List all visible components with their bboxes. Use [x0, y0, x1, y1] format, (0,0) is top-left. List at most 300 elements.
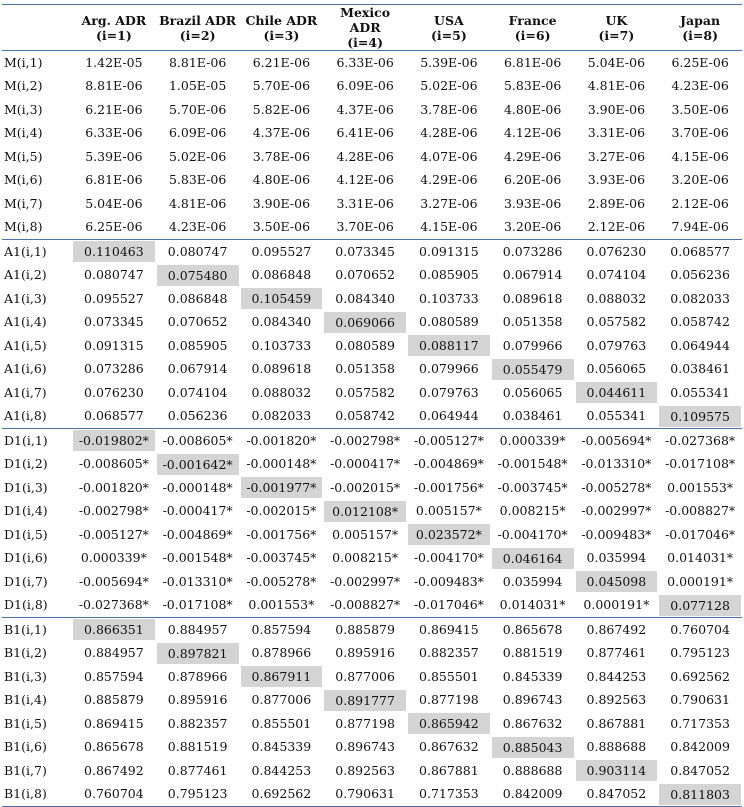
column-index: (i=4): [347, 35, 383, 50]
row-label: M(i,8): [4, 219, 43, 235]
column-name: Arg. ADR: [81, 12, 147, 28]
cell-value: 3.50E-06: [671, 101, 729, 117]
cell-value: 3.93E-06: [503, 195, 562, 211]
cell-value: 0.717353: [407, 783, 491, 807]
cell-value: 0.074104: [586, 267, 647, 283]
column-index: (i=8): [682, 27, 718, 43]
cell-value: 3.31E-06: [587, 125, 646, 141]
cell-value: 0.082033: [251, 408, 312, 424]
cell-value: 0.855501: [251, 715, 312, 731]
table-row: [2, 689, 742, 713]
cell-value: 0.046164: [492, 548, 574, 569]
cell-value: 0.044611: [576, 382, 658, 403]
column-name: Brazil ADR: [159, 12, 237, 28]
cell-value: 4.28E-06: [336, 148, 394, 164]
cell-value: 0.877198: [419, 692, 479, 708]
row-label: M(i,4): [4, 125, 43, 141]
cell-value: -0.002997*: [330, 573, 401, 589]
table-row: [2, 665, 742, 689]
cell-value: 1.42E-05: [85, 54, 143, 70]
cell-value: 6.25E-06: [671, 54, 729, 70]
cell-value: 4.81E-06: [587, 78, 646, 94]
cell-value: -0.004869*: [413, 456, 484, 472]
cell-value: -0.001820*: [240, 429, 324, 453]
row-label: B1(i,1): [2, 618, 72, 642]
cell-value: 0.080747: [84, 267, 144, 283]
diagonal-cell: [575, 570, 659, 594]
cell-value: 0.867492: [575, 618, 659, 642]
cell-value: 0.105459: [241, 288, 323, 309]
cell-value: 0.095527: [240, 240, 324, 264]
table-row: [2, 192, 742, 216]
cell-value: 4.12E-06: [336, 172, 394, 188]
cell-value: 0.842009: [670, 739, 730, 755]
column-index: (i=1): [96, 27, 132, 43]
table-row: [2, 429, 742, 453]
table-row: [2, 287, 742, 311]
cell-value: 0.884957: [156, 618, 240, 642]
diagonal-cell: [72, 618, 156, 642]
diagonal-cell: [72, 429, 156, 453]
cell-value: 2.89E-06: [587, 195, 646, 211]
cell-value: 0.884957: [84, 645, 144, 661]
cell-value: 0.885043: [492, 737, 574, 758]
cell-value: 0.058742: [670, 314, 730, 330]
cell-value: -0.001548*: [497, 456, 568, 472]
table-row: [2, 381, 742, 405]
cell-value: 0.008215*: [332, 550, 399, 566]
cell-value: -0.005127*: [78, 526, 149, 542]
cell-value: -0.002997*: [581, 503, 652, 519]
cell-value: 5.02E-06: [420, 78, 478, 94]
cell-value: 3.27E-06: [420, 195, 478, 211]
cell-value: 0.903114: [576, 760, 658, 781]
cell-value: 0.076230: [575, 240, 659, 264]
cell-value: -0.000417*: [162, 503, 233, 519]
cell-value: 0.080589: [419, 314, 479, 330]
cell-value: 0.035994: [586, 550, 647, 566]
cell-value: 0.067914: [502, 267, 563, 283]
cell-value: -0.027368*: [78, 597, 149, 613]
cell-value: -0.001756*: [246, 526, 317, 542]
cell-value: 0.023572*: [408, 524, 490, 545]
parameter-estimates-table: [2, 4, 742, 807]
cell-value: 0.089618: [251, 361, 312, 377]
cell-value: 0.051358: [335, 361, 395, 377]
cell-value: 4.81E-06: [168, 195, 227, 211]
cell-value: 0.885879: [323, 618, 407, 642]
row-label: D1(i,7): [4, 573, 48, 589]
cell-value: 0.865942: [408, 713, 490, 734]
cell-value: 0.091315: [84, 337, 144, 353]
diagonal-cell: [323, 311, 407, 335]
cell-value: 0.056236: [167, 408, 228, 424]
cell-value: 6.41E-06: [336, 125, 394, 141]
diagonal-cell: [491, 358, 575, 382]
cell-value: 3.50E-06: [252, 219, 311, 235]
column-header: [491, 5, 575, 51]
table-row: [2, 169, 742, 193]
cell-value: 0.057582: [335, 384, 395, 400]
cell-value: -0.008827*: [665, 503, 736, 519]
cell-value: 0.842009: [491, 783, 575, 807]
column-name: USA: [434, 12, 464, 28]
cell-value: 0.892563: [586, 692, 647, 708]
cell-value: -0.001642*: [157, 454, 239, 475]
cell-value: 0.888688: [586, 739, 647, 755]
cell-value: 3.78E-06: [420, 101, 478, 117]
cell-value: 4.29E-06: [420, 172, 478, 188]
diagonal-cell: [323, 689, 407, 713]
cell-value: 0.790631: [323, 783, 407, 807]
cell-value: 5.04E-06: [85, 195, 143, 211]
cell-value: -0.003745*: [246, 550, 317, 566]
table-body: [2, 51, 742, 807]
cell-value: -0.005694*: [78, 573, 149, 589]
column-name: France: [508, 12, 557, 28]
diagonal-cell: [240, 287, 324, 311]
table-row: [2, 547, 742, 571]
cell-value: 0.878966: [167, 668, 228, 684]
cell-value: 4.37E-06: [336, 101, 394, 117]
cell-value: 0.075480: [157, 265, 239, 286]
cell-value: 4.80E-06: [252, 172, 311, 188]
row-label: D1(i,3): [4, 479, 48, 495]
cell-value: 8.81E-06: [85, 78, 143, 94]
cell-value: 0.760704: [72, 783, 156, 807]
table-row: [2, 594, 742, 618]
diagonal-cell: [240, 665, 324, 689]
cell-value: 0.896743: [502, 692, 563, 708]
cell-value: 0.865678: [491, 618, 575, 642]
cell-value: 0.055341: [670, 384, 730, 400]
cell-value: 0.855501: [419, 668, 479, 684]
cell-value: 0.897821: [157, 643, 239, 664]
cell-value: -0.004170*: [413, 550, 484, 566]
cell-value: 0.857594: [240, 618, 324, 642]
column-index: (i=6): [514, 27, 551, 43]
cell-value: -0.005278*: [581, 479, 652, 495]
cell-value: 0.866351: [73, 619, 155, 640]
cell-value: 0.056236: [670, 267, 730, 283]
cell-value: 0.692562: [240, 783, 324, 807]
table-row: [2, 264, 742, 288]
cell-value: 0.000339*: [80, 550, 147, 566]
column-header: [407, 5, 491, 51]
cell-value: 6.09E-06: [168, 125, 227, 141]
diagonal-cell: [575, 381, 659, 405]
cell-value: 0.877461: [586, 645, 647, 661]
column-index: (i=2): [179, 27, 216, 43]
cell-value: 0.865678: [84, 739, 144, 755]
cell-value: -0.001820*: [78, 479, 149, 495]
cell-value: 5.04E-06: [587, 54, 646, 70]
cell-value: 7.94E-06: [671, 219, 729, 235]
row-label: A1(i,7): [4, 384, 47, 400]
cell-value: 0.844253: [586, 668, 647, 684]
cell-value: -0.019802*: [73, 430, 155, 451]
cell-value: 0.079763: [419, 384, 479, 400]
cell-value: 3.70E-06: [336, 219, 394, 235]
cell-value: 0.038461: [502, 408, 563, 424]
row-label: B1(i,7): [4, 762, 47, 778]
cell-value: -0.017046*: [665, 526, 736, 542]
cell-value: -0.003745*: [497, 479, 568, 495]
cell-value: -0.008605*: [78, 456, 149, 472]
cell-value: 4.23E-06: [671, 78, 729, 94]
cell-value: 0.878966: [251, 645, 312, 661]
cell-value: 0.073345: [84, 314, 144, 330]
diagonal-cell: [658, 783, 742, 807]
cell-value: 0.070652: [167, 314, 228, 330]
cell-value: 0.073345: [323, 240, 407, 264]
cell-value: 4.23E-06: [168, 219, 227, 235]
cell-value: 0.088117: [408, 335, 490, 356]
cell-value: -0.013310*: [162, 573, 233, 589]
cell-value: 0.058742: [335, 408, 395, 424]
cell-value: 0.103733: [251, 337, 312, 353]
cell-value: -0.005278*: [246, 573, 317, 589]
diagonal-cell: [491, 736, 575, 760]
cell-value: 0.760704: [658, 618, 742, 642]
cell-value: 0.845339: [502, 668, 563, 684]
cell-value: 0.064944: [670, 337, 730, 353]
table-row: [2, 476, 742, 500]
cell-value: 0.881519: [502, 645, 563, 661]
cell-value: 0.867632: [502, 715, 563, 731]
cell-value: 0.845339: [251, 739, 312, 755]
table-row: [2, 642, 742, 666]
cell-value: 0.001553*: [248, 597, 315, 613]
cell-value: 0.085905: [167, 337, 228, 353]
table-header: [2, 5, 742, 51]
column-name: UK: [605, 12, 628, 28]
cell-value: -0.005127*: [407, 429, 491, 453]
cell-value: 4.07E-06: [420, 148, 478, 164]
cell-value: 0.079966: [419, 361, 479, 377]
cell-value: -0.017108*: [162, 597, 233, 613]
column-header: [658, 5, 742, 51]
cell-value: 0.000191*: [667, 573, 734, 589]
table-row: [2, 311, 742, 335]
diagonal-cell: [156, 453, 240, 477]
diagonal-cell: [491, 547, 575, 571]
cell-value: -0.001977*: [241, 477, 323, 498]
cell-value: -0.002015*: [330, 479, 401, 495]
cell-value: -0.017108*: [665, 456, 736, 472]
cell-value: 0.035994: [502, 573, 563, 589]
diagonal-cell: [156, 642, 240, 666]
cell-value: -0.000148*: [162, 479, 233, 495]
column-name: Mexico ADR: [340, 5, 391, 35]
table-row: [2, 334, 742, 358]
cell-value: 0.055479: [492, 359, 574, 380]
row-label: A1(i,3): [4, 290, 47, 306]
row-label: B1(i,8): [2, 783, 72, 807]
cell-value: 0.847052: [575, 783, 659, 807]
cell-value: 5.02E-06: [168, 148, 227, 164]
cell-value: 0.014031*: [499, 597, 566, 613]
diagonal-cell: [407, 523, 491, 547]
cell-value: 6.21E-06: [85, 101, 143, 117]
cell-value: 0.877461: [167, 762, 228, 778]
cell-value: 3.27E-06: [587, 148, 646, 164]
cell-value: 8.81E-06: [168, 54, 227, 70]
row-label: B1(i,4): [4, 692, 47, 708]
cell-value: 0.867911: [241, 666, 323, 687]
cell-value: 2.12E-06: [671, 195, 729, 211]
diagonal-cell: [240, 476, 324, 500]
cell-value: 5.83E-06: [503, 78, 562, 94]
cell-value: 0.896743: [335, 739, 395, 755]
cell-value: 5.70E-06: [252, 78, 311, 94]
cell-value: 0.073286: [84, 361, 144, 377]
cell-value: 0.891777: [324, 690, 406, 711]
cell-value: 0.068577: [84, 408, 144, 424]
cell-value: 0.001553*: [667, 479, 734, 495]
table-row: [2, 358, 742, 382]
table-row: [2, 736, 742, 760]
cell-value: 5.70E-06: [168, 101, 227, 117]
cell-value: 0.064944: [419, 408, 479, 424]
cell-value: -0.005694*: [575, 429, 659, 453]
cell-value: 0.079966: [502, 337, 563, 353]
cell-value: 5.39E-06: [420, 54, 478, 70]
table-row: [2, 712, 742, 736]
diagonal-cell: [407, 712, 491, 736]
cell-value: 0.074104: [167, 384, 228, 400]
row-label: D1(i,2): [4, 456, 48, 472]
cell-value: -0.004869*: [162, 526, 233, 542]
cell-value: 6.09E-06: [336, 78, 394, 94]
cell-value: 0.068577: [658, 240, 742, 264]
row-label: D1(i,8): [4, 597, 48, 613]
row-label: B1(i,6): [4, 739, 47, 755]
row-label: A1(i,8): [4, 408, 47, 424]
cell-value: 4.15E-06: [420, 219, 478, 235]
cell-value: -0.002798*: [323, 429, 407, 453]
cell-value: 6.25E-06: [85, 219, 143, 235]
cell-value: 0.080747: [156, 240, 240, 264]
table-row: [2, 618, 742, 642]
cell-value: 0.084340: [251, 314, 312, 330]
cell-value: 0.057582: [586, 314, 647, 330]
cell-value: 0.692562: [670, 668, 730, 684]
cell-value: 0.086848: [167, 290, 228, 306]
column-index: (i=7): [598, 27, 635, 43]
cell-value: 0.103733: [419, 290, 479, 306]
cell-value: 0.895916: [335, 645, 395, 661]
table-row: [2, 51, 742, 75]
cell-value: 0.085905: [419, 267, 479, 283]
cell-value: 0.790631: [670, 692, 730, 708]
row-label: A1(i,5): [4, 337, 47, 353]
header-row: [2, 5, 742, 51]
cell-value: 0.056065: [502, 384, 563, 400]
cell-value: 2.12E-06: [587, 219, 646, 235]
cell-value: 0.795123: [156, 783, 240, 807]
row-label: M(i,3): [4, 101, 43, 117]
diagonal-cell: [407, 334, 491, 358]
row-label: M(i,2): [4, 78, 43, 94]
table-row: [2, 216, 742, 240]
column-header: [72, 5, 156, 51]
row-label: D1(i,6): [4, 550, 48, 566]
table-row: [2, 75, 742, 99]
cell-value: 0.877006: [335, 668, 395, 684]
row-label: A1(i,6): [4, 361, 47, 377]
cell-value: 0.073286: [491, 240, 575, 264]
cell-value: 3.93E-06: [587, 172, 646, 188]
cell-value: 0.079763: [586, 337, 647, 353]
cell-value: 0.005157*: [332, 526, 399, 542]
cell-value: 0.877006: [251, 692, 312, 708]
cell-value: 0.082033: [670, 290, 730, 306]
table-row: [2, 240, 742, 264]
cell-value: 0.892563: [335, 762, 395, 778]
cell-value: 0.070652: [335, 267, 395, 283]
table-row: [2, 570, 742, 594]
cell-value: 4.12E-06: [503, 125, 562, 141]
cell-value: 0.869415: [84, 715, 144, 731]
row-label: A1(i,2): [4, 267, 47, 283]
column-header: [240, 5, 324, 51]
row-label: D1(i,5): [4, 526, 48, 542]
cell-value: 0.077128: [659, 595, 741, 616]
cell-value: 0.076230: [84, 384, 144, 400]
cell-value: 0.086848: [251, 267, 312, 283]
row-label: D1(i,4): [4, 503, 48, 519]
cell-value: -0.027368*: [658, 429, 742, 453]
row-label: M(i,5): [4, 148, 43, 164]
cell-value: 3.90E-06: [587, 101, 646, 117]
table-row: [2, 145, 742, 169]
cell-value: 0.088032: [251, 384, 312, 400]
cell-value: 0.857594: [84, 668, 144, 684]
table-row: [2, 523, 742, 547]
cell-value: 4.80E-06: [503, 101, 562, 117]
table-row: [2, 98, 742, 122]
cell-value: -0.008827*: [330, 597, 401, 613]
cell-value: 0.008215*: [499, 503, 566, 519]
table-row: [2, 405, 742, 429]
cell-value: 0.110463: [73, 241, 155, 262]
diagonal-cell: [323, 500, 407, 524]
row-label: M(i,6): [4, 172, 43, 188]
column-header: [575, 5, 659, 51]
cell-value: 0.038461: [670, 361, 730, 377]
table-row: [2, 783, 742, 807]
cell-value: -0.009483*: [581, 526, 652, 542]
cell-value: 0.795123: [670, 645, 730, 661]
cell-value: 0.867881: [419, 762, 479, 778]
diagonal-cell: [658, 405, 742, 429]
cell-value: 4.37E-06: [252, 125, 311, 141]
cell-value: 0.847052: [670, 762, 730, 778]
cell-value: -0.009483*: [413, 573, 484, 589]
cell-value: 0.051358: [502, 314, 563, 330]
cell-value: 0.882357: [419, 645, 479, 661]
cell-value: 0.055341: [586, 408, 647, 424]
diagonal-cell: [156, 264, 240, 288]
table-row: [2, 453, 742, 477]
cell-value: 0.080589: [335, 337, 395, 353]
cell-value: 0.885879: [84, 692, 144, 708]
column-index: (i=3): [263, 27, 300, 43]
row-label: D1(i,1): [2, 429, 72, 453]
cell-value: 0.109575: [659, 406, 741, 427]
cell-value: 5.83E-06: [168, 172, 227, 188]
